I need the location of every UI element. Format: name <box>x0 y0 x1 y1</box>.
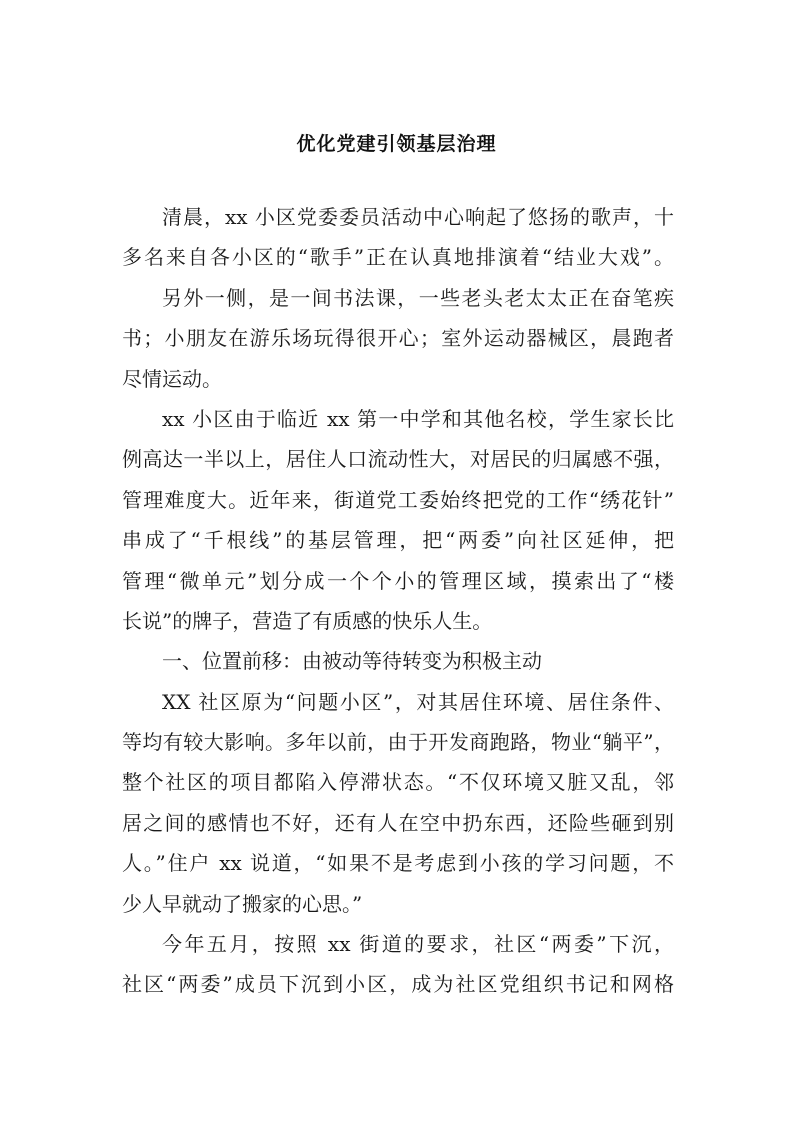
body-line: 管理难度大。近年来，街道党工委始终把党的工作“绣花针” <box>122 487 674 512</box>
document-title: 优化党建引领基层治理 <box>296 133 497 155</box>
document-body <box>122 197 674 1005</box>
body-line: 居之间的感情也不好，还有人在空中扔东西，还险些砸到别 <box>122 810 674 835</box>
body-line: xx 小区由于临近 xx 第一中学和其他名校，学生家长比 <box>162 406 674 431</box>
body-line: 人。”住户 xx 说道，“如果不是考虑到小孩的学习问题，不 <box>122 851 674 876</box>
body-line: 串成了“千根线”的基层管理，把“两委”向社区延伸，把 <box>122 528 674 553</box>
body-line: 今年五月，按照 xx 街道的要求，社区“两委”下沉， <box>162 932 674 957</box>
body-line: XX 社区原为“问题小区”，对其居住环境、居住条件、 <box>162 689 674 714</box>
body-line: 整个社区的项目都陷入停滞状态。“不仅环境又脏又乱，邻 <box>122 770 674 795</box>
body-line: 另外一侧，是一间书法课，一些老头老太太正在奋笔疾 <box>162 285 674 310</box>
body-line: 少人早就动了搬家的心思。” <box>122 891 363 916</box>
body-line: 尽情运动。 <box>122 366 222 391</box>
body-line: 社区“两委”成员下沉到小区，成为社区党组织书记和网格 <box>122 972 674 997</box>
body-line: 例高达一半以上，居住人口流动性大，对居民的归属感不强， <box>122 447 674 472</box>
body-line: 等均有较大影响。多年以前，由于开发商跑路，物业“躺平”， <box>122 730 674 755</box>
body-line: 多名来自各小区的“歌手”正在认真地排演着“结业大戏”。 <box>122 245 674 270</box>
body-line: 清晨，xx 小区党委委员活动中心响起了悠扬的歌声，十 <box>162 205 674 229</box>
body-line: 一、位置前移：由被动等待转变为积极主动 <box>162 649 542 674</box>
body-line: 长说”的牌子，营造了有质感的快乐人生。 <box>122 608 493 633</box>
body-line: 管理“微单元”划分成一个个小的管理区域，摸索出了“楼 <box>122 568 674 593</box>
body-line: 书；小朋友在游乐场玩得很开心；室外运动器械区，晨跑者 <box>122 326 674 351</box>
